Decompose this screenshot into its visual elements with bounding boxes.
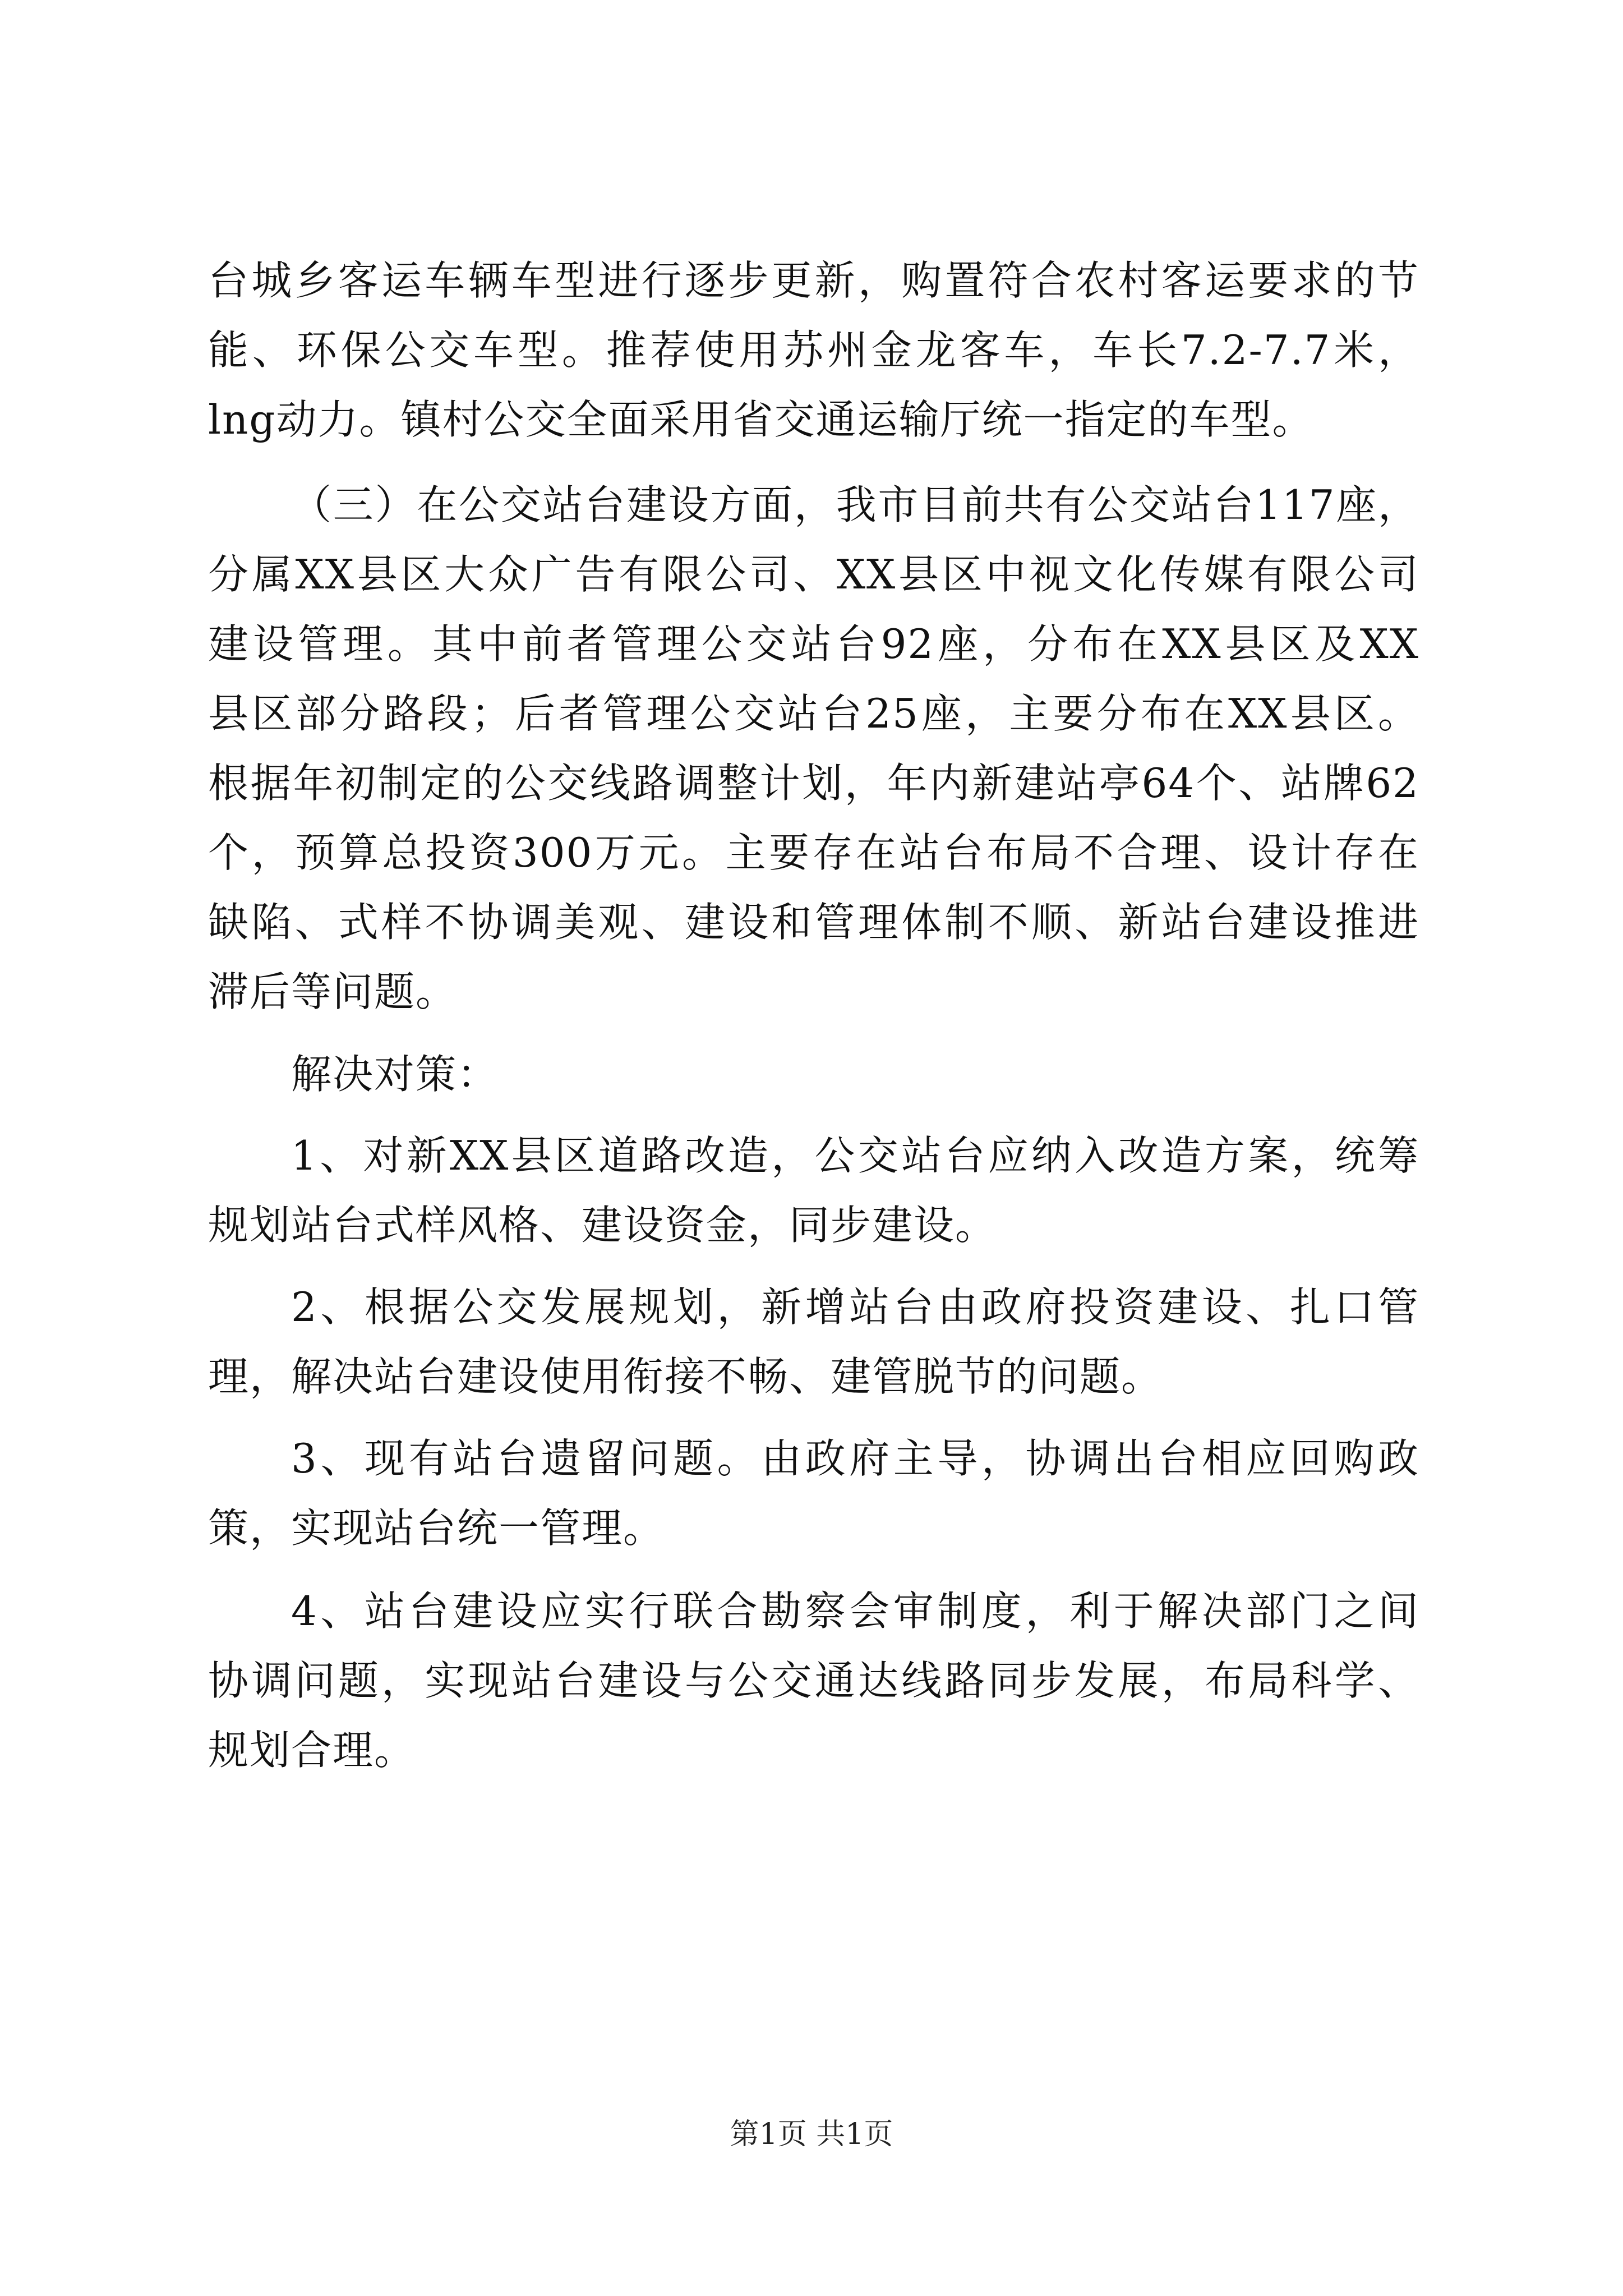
text-line: 规划合理。 xyxy=(208,1727,416,1774)
text-line: 根据年初制定的公交线路调整计划，年内新建站亭64个、站牌62 xyxy=(208,760,1419,807)
text-line: 县区部分路段；后者管理公交站台25座，主要分布在XX县区。 xyxy=(208,690,1419,737)
page-footer: 第1页 共1页 xyxy=(730,2118,893,2151)
text-line: 缺陷、式样不协调美观、建设和管理体制不顺、新站台建设推进 xyxy=(208,899,1419,946)
text-line: 规划站台式样风格、建设资金，同步建设。 xyxy=(208,1202,997,1249)
text-line: 分属XX县区大众广告有限公司、XX县区中视文化传媒有限公司 xyxy=(208,551,1419,598)
text-line: 建设管理。其中前者管理公交站台92座，分布在XX县区及XX xyxy=(208,620,1419,668)
text-line: 策，实现站台统一管理。 xyxy=(208,1504,665,1552)
text-line: 1、对新XX县区道路改造，公交站台应纳入改造方案，统筹 xyxy=(291,1132,1419,1179)
text-line: 3、现有站台遗留问题。由政府主导，协调出台相应回购政 xyxy=(291,1435,1419,1482)
text-line: 4、站台建设应实行联合勘察会审制度，利于解决部门之间 xyxy=(291,1588,1419,1635)
text-line: lng动力。镇村公交全面采用省交通运输厅统一指定的车型。 xyxy=(208,396,1314,443)
text-line: 台城乡客运车辆车型进行逐步更新，购置符合农村客运要求的节 xyxy=(208,257,1419,304)
text-line: 2、根据公交发展规划，新增站台由政府投资建设、扎口管 xyxy=(291,1283,1419,1331)
text-line: 协调问题，实现站台建设与公交通达线路同步发展，布局科学、 xyxy=(208,1657,1419,1704)
text-line: 个，预算总投资300万元。主要存在站台布局不合理、设计存在 xyxy=(208,829,1419,876)
text-line: （三）在公交站台建设方面，我市目前共有公交站台117座， xyxy=(291,481,1419,528)
section-heading: 解决对策： xyxy=(291,1051,499,1098)
text-line: 能、环保公交车型。推荐使用苏州金龙客车，车长7.2-7.7米， xyxy=(208,326,1419,374)
text-line: 滞后等问题。 xyxy=(208,968,458,1015)
text-line: 理，解决站台建设使用衔接不畅、建管脱节的问题。 xyxy=(208,1353,1163,1400)
